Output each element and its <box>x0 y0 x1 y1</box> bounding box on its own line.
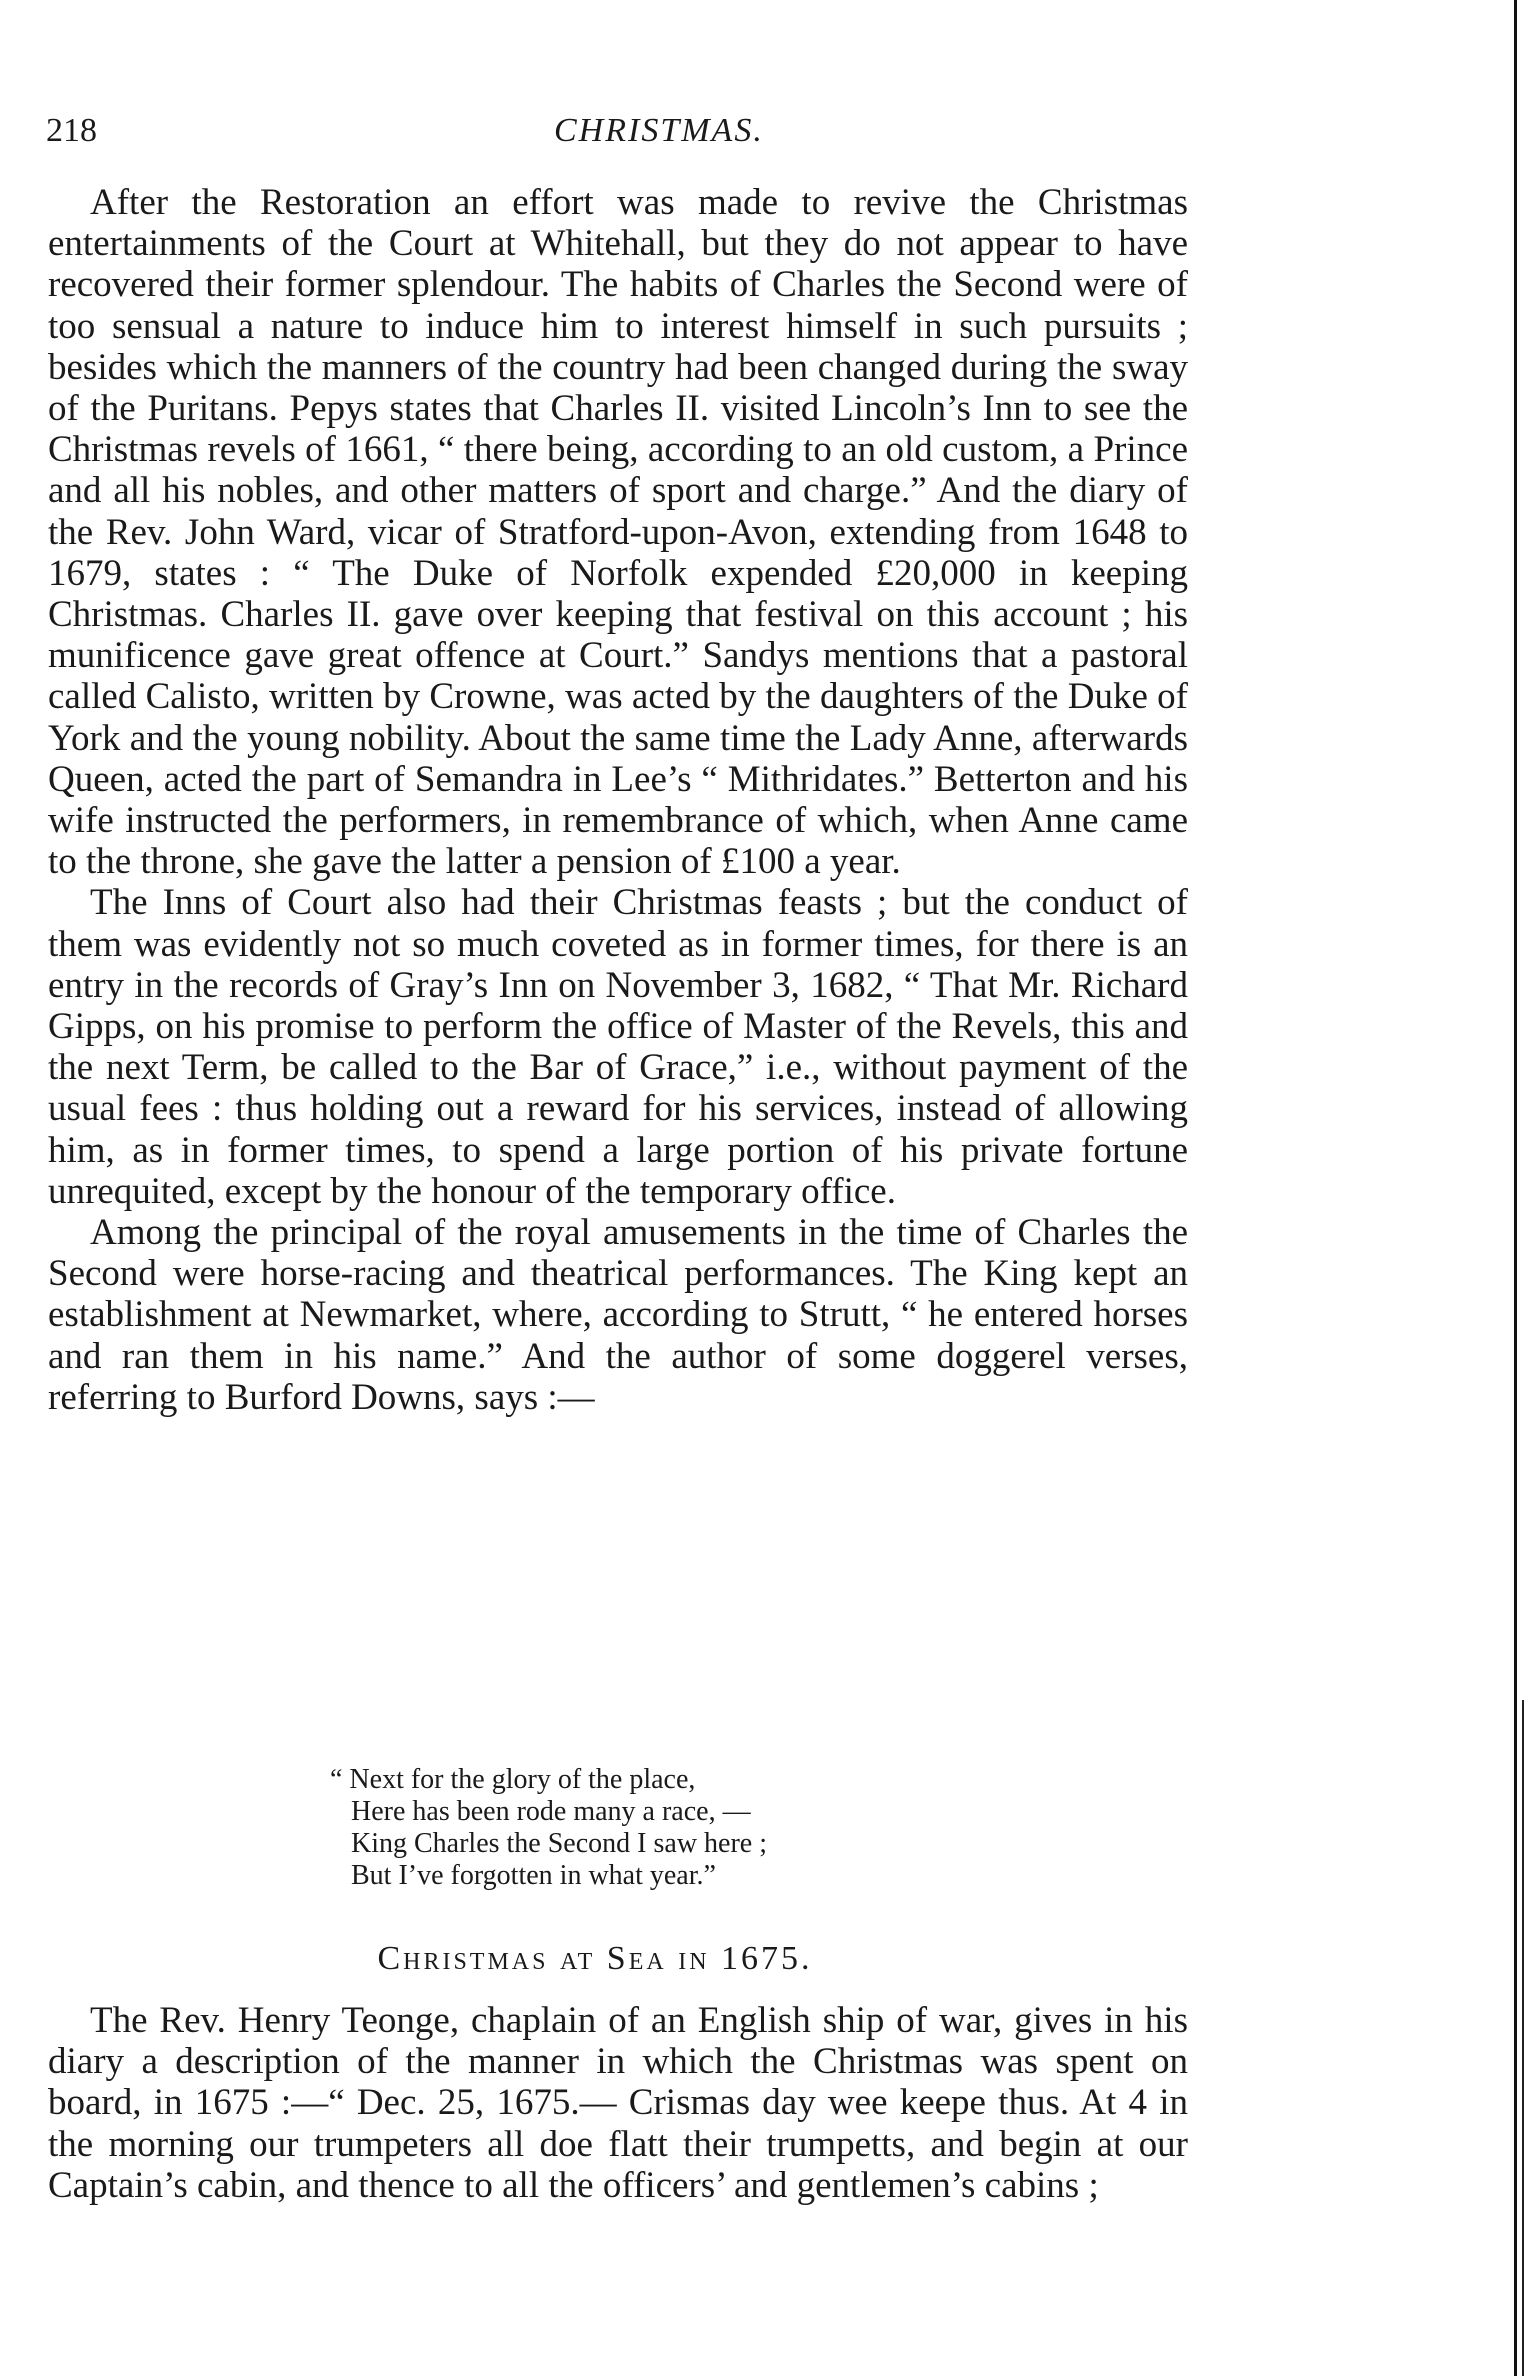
verse-line: “ Next for the glory of the place, <box>330 1764 696 1795</box>
paragraph-inns-of-court: The Inns of Court also had their Christmas feasts ; but the conduct of them was evidently not so much coveted as in former times, for there is an entry in the records of Gray’s Inn on November 3, 1682, “ That Mr. Richard Gipps, on his promise to perform the office of Master of the Revels, this and the next Term, be called to the Bar of Grace,” i.e., without payment of the usual fees : thus holding out a reward for his services, instead of allowing him, as in former times, to spend a large portion of his private fortune unrequited, except by the honour of the temporary office. <box>48 882 1188 1212</box>
running-head: CHRISTMAS. <box>554 112 764 149</box>
scan-edge-line <box>1522 1700 1524 2376</box>
verse-line: King Charles the Second I saw here ; <box>330 1828 767 1859</box>
paragraph-teonge: The Rev. Henry Teonge, chaplain of an English ship of war, gives in his diary a description of the manner in which the Christmas was spent on board, in 1675 :—“ Dec. 25, 1675.— Crismas day wee keepe thus. At 4 in the morning our trumpeters all doe flatt their trumpetts, and begin at our Captain’s cabin, and thence to all the officers’ and gentlemen’s cabins ; <box>48 2000 1188 2206</box>
paragraph-restoration: After the Restoration an effort was made to revive the Christmas entertainments of the Court at Whitehall, but they do not appear to have recovered their former splendour. The habits of Charles the Second were of too sensual a nature to induce him to interest himself in such pursuits ; besides which the manners of the country had been changed during the sway of the Puritans. Pepys states that Charles II. visited Lincoln’s Inn to see the Christmas revels of 1661, “ there being, according to an old custom, a Prince and all his nobles, and other matters of sport and charge.” And the diary of the Rev. John Ward, vicar of Stratford-upon-Avon, extending from 1648 to 1679, states : “ The Duke of Norfolk expended £20,000 in keeping Christmas. Charles II. gave over keeping that festival on this account ; his munificence gave great offence at Court.” Sandys mentions that a pastoral called Calisto, written by Crowne, was acted by the daughters of the Duke of York and the young nobility. About the same time the Lady Anne, afterwards Queen, acted the part of Semandra in Lee’s “ Mithridates.” Betterton and his wife instructed the performers, in remembrance of which, when Anne came to the throne, she gave the latter a pension of £100 a year. <box>48 182 1188 883</box>
verse-line: But I’ve forgotten in what year.” <box>330 1860 716 1891</box>
page-number: 218 <box>46 112 97 149</box>
verse-line: Here has been rode many a race, — <box>330 1796 751 1827</box>
section-text <box>48 2000 1188 2206</box>
page-header <box>46 112 1186 162</box>
section-heading: Christmas at Sea in 1675. <box>377 1940 813 1977</box>
main-text <box>48 182 1188 1418</box>
paragraph-royal-amusements: Among the principal of the royal amusements in the time of Charles the Second were horse-racing and theatrical performances. The King kept an establishment at Newmarket, where, according to Strutt, “ he entered horses and ran them in his name.” And the author of some doggerel verses, referring to Burford Downs, says :— <box>48 1212 1188 1418</box>
verse-quote <box>330 1764 767 1892</box>
scan-edge-line <box>1514 0 1517 2376</box>
